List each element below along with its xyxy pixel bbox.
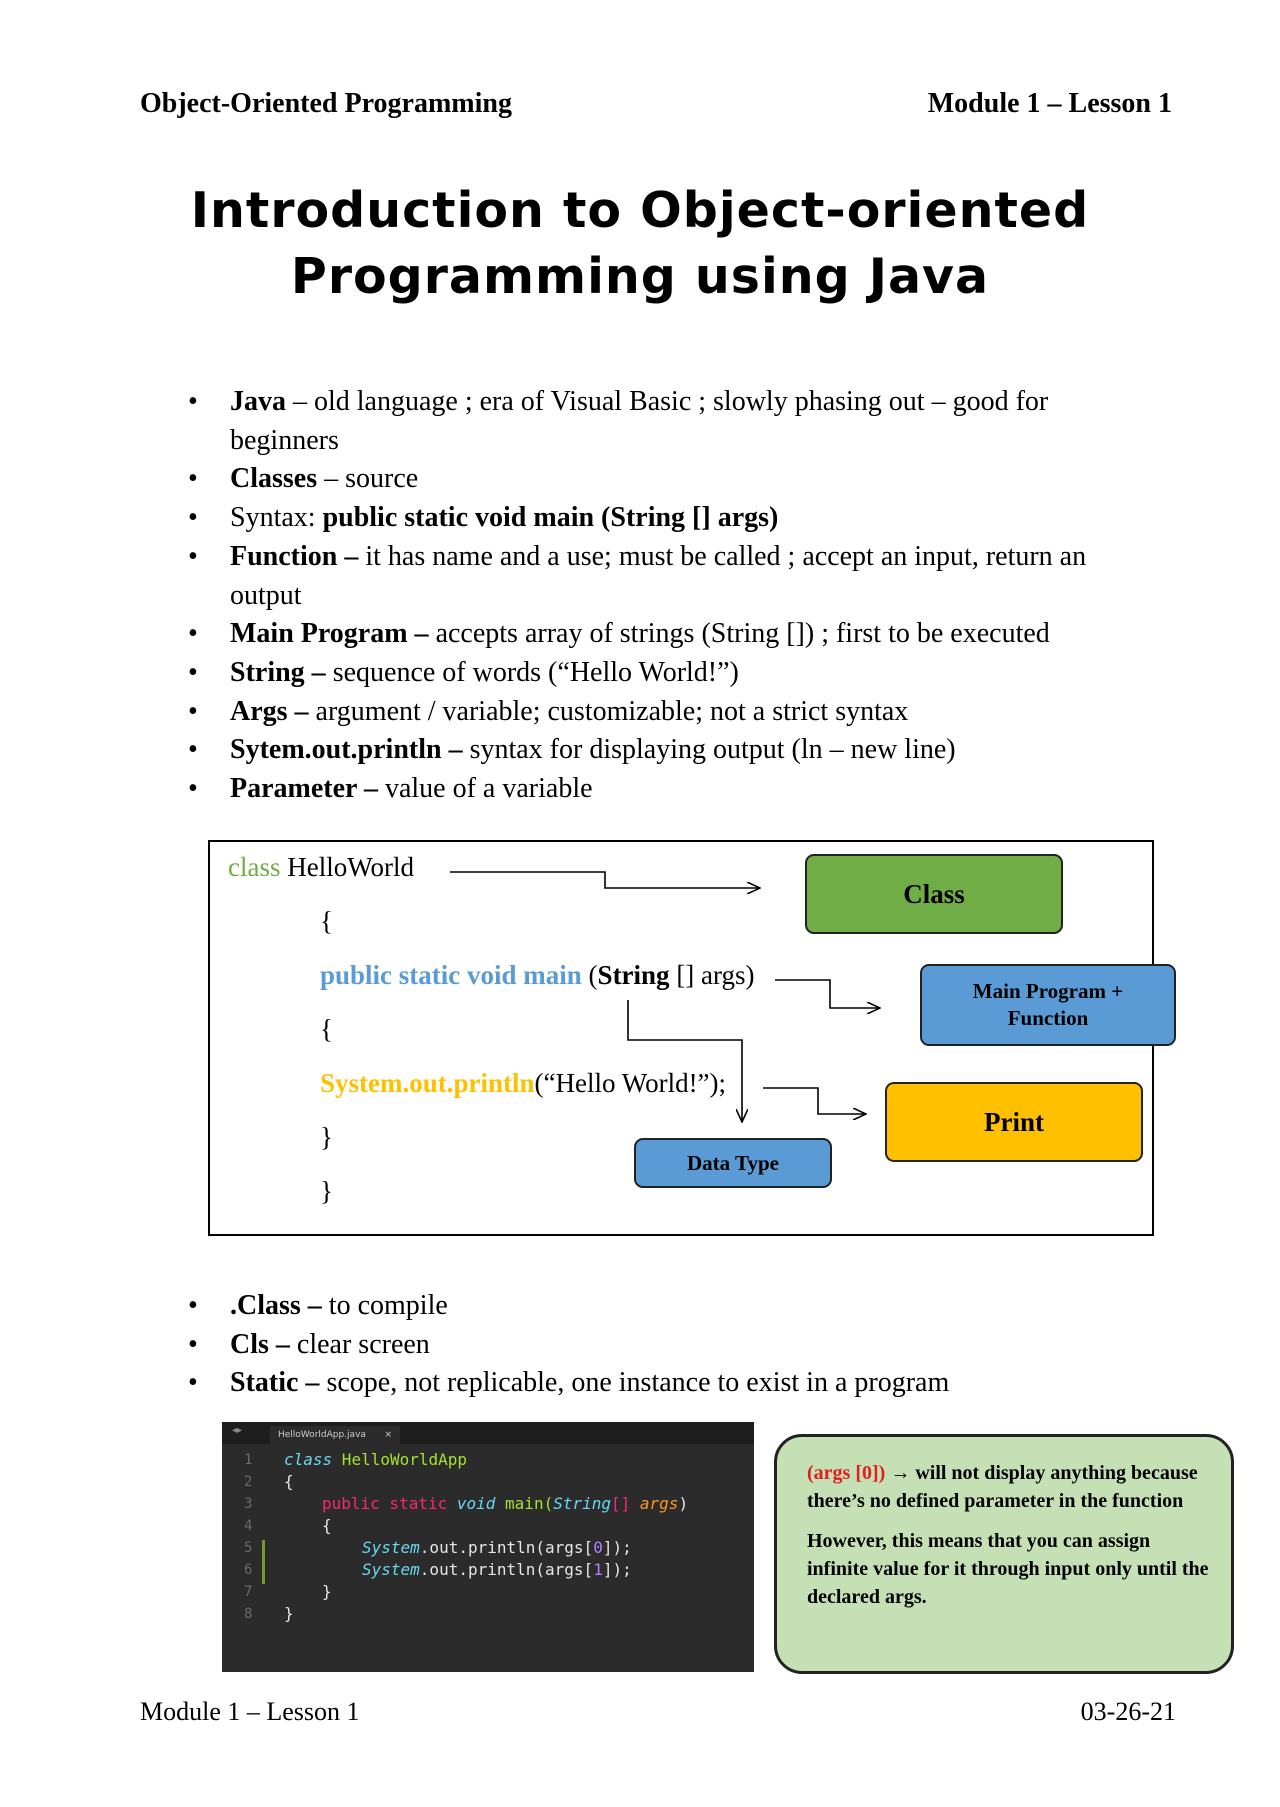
function-label: Function [1007,1006,1089,1030]
bullet-java [188,383,1148,460]
token-main: main( [495,1494,554,1513]
bullet-term: Function – [230,540,366,572]
bullet-term: Classes [230,463,318,495]
print-box [885,1082,1143,1162]
code-brace-open-2: { [320,1014,333,1044]
arrow-to-main-program [775,980,880,1008]
token-end: ]); [602,1538,632,1557]
bullet-term: public static void main (String [] args) [322,502,779,534]
token-system: System [362,1560,420,1579]
bullet-term: Sytem.out.println – [230,734,470,766]
class-name: HelloWorld [280,852,415,882]
code-brace-open: { [320,906,333,936]
bullet-classes [188,460,1148,499]
header-module: Module 1 – Lesson 1 [927,88,1172,119]
args-text: [] args) [669,960,755,990]
line-number: 8 [244,1606,253,1622]
code-diagram [208,840,1154,1236]
keyword-class: class [228,852,281,882]
bullet-text: scope, not replicable, one instance to exist in a program [326,1367,950,1399]
note-args-highlight: (args [0]) [807,1462,886,1484]
bullet-term: Java [230,386,286,417]
type-string: String [597,960,670,990]
bullet-text: accepts array of strings (String []) ; first to be executed [435,618,1050,650]
bullet-text: argument / variable; customizable; not a strict syntax [315,695,909,727]
line-number: 7 [244,1584,253,1600]
paren-open: ( [581,960,598,990]
note-paragraph-1 [807,1459,1209,1515]
main-program-label: Main Program + [972,979,1124,1003]
bullet-cls [188,1326,1148,1365]
bullet-term: Parameter – [230,773,385,805]
token-paren: ) [678,1494,689,1513]
data-type-label: Data Type [687,1150,779,1175]
bullet-text: syntax for displaying output (ln – new line) [469,734,956,766]
bullet-term: Static – [230,1367,327,1399]
arrow-to-print [763,1088,866,1114]
class-box [805,854,1063,934]
code-line-main [320,960,755,991]
editor-line-3 [322,1494,688,1513]
code-line-class [228,852,414,883]
code-brace-close: } [320,1122,333,1152]
line-number: 6 [244,1562,253,1578]
token-end: ]); [602,1560,632,1579]
editor-line-2: { [284,1472,294,1491]
arrow-to-data-type [628,1000,742,1122]
keyword-main-signature: public static void main [320,960,582,990]
bullet-term: .Class – [230,1290,329,1321]
token-system: System [362,1538,420,1557]
bullet-prefix: Syntax: [230,502,323,534]
bullet-text: clear screen [296,1328,430,1360]
editor-tab-bar [222,1422,754,1444]
line-number-gutter [222,1444,262,1672]
bullet-main-program [188,615,1148,654]
editor-tab-label: HelloWorldApp.java [278,1430,366,1440]
editor-line-6 [362,1560,632,1579]
bullet-static [188,1364,1148,1403]
editor-line-5 [362,1538,632,1557]
line-number: 1 [244,1452,253,1468]
bullet-term: String – [230,656,333,688]
bullet-println [188,731,1148,770]
keyword-println: System.out.println [320,1068,535,1098]
nav-arrows-icon: ◂▸ [232,1425,243,1436]
bullet-string [188,654,1148,693]
bullet-args [188,693,1148,732]
bullet-parameter [188,770,1148,809]
bullet-syntax [188,499,1148,538]
footer-date: 03-26-21 [1080,1697,1176,1726]
code-line-println [320,1068,726,1099]
code-brace-close-2: } [320,1176,333,1206]
token-index: 1 [593,1560,603,1579]
title-line-1: Introduction to Object-oriented [190,182,1090,239]
editor-line-7: } [322,1582,332,1601]
code-editor-screenshot [222,1422,754,1672]
token-call: .out.println(args[ [419,1538,594,1557]
tab-close-icon: × [384,1430,392,1440]
data-type-box [634,1138,832,1188]
main-program-box [920,964,1176,1046]
editor-line-4: { [322,1516,332,1535]
note-paragraph-1-text: → will not display anything because there’s no defined parameter in the function [807,1462,1198,1512]
line-number: 5 [244,1540,253,1556]
modified-line-marker [262,1540,265,1584]
token-class-name: HelloWorldApp [332,1450,468,1469]
editor-line-8: } [284,1604,294,1623]
bullet-list-top [188,383,1148,809]
bullet-text: value of a variable [384,773,593,805]
bullet-list-bottom [188,1287,1148,1403]
line-number: 4 [244,1518,253,1534]
token-call: .out.println(args[ [419,1560,594,1579]
header-course-title: Object-Oriented Programming [140,88,512,119]
print-box-label: Print [984,1106,1044,1137]
bullet-text: sequence of words (“Hello World!”) [332,656,739,688]
bullet-text: – source [317,463,419,495]
footer-module: Module 1 – Lesson 1 [140,1697,360,1726]
token-index: 0 [593,1538,603,1557]
bullet-term: Main Program – [230,618,436,650]
bullet-term: Args – [230,695,316,727]
arrow-to-class [450,872,760,888]
println-argument: (“Hello World!”); [534,1068,727,1098]
bullet-class-compile [188,1287,1148,1326]
line-number: 2 [244,1474,253,1490]
token-type: String [553,1494,611,1513]
token-modifiers: public static [322,1494,448,1513]
bullet-text: it has name and a use; must be called ; accept an input, return an output [230,540,1087,611]
note-paragraph-2: However, this means that you can assign infinite value for it through input only until the declared args. [807,1530,1209,1608]
editor-line-1 [284,1450,467,1469]
bullet-function [188,538,1148,615]
page-title [0,178,1280,310]
bullet-term: Cls – [230,1328,297,1360]
bullet-text: to compile [328,1290,448,1321]
token-void: void [447,1494,496,1513]
line-number: 3 [244,1496,253,1512]
bullet-text: – old language ; era of Visual Basic ; slowly phasing out – good for beginners [230,386,1049,456]
token-keyword: class [284,1450,333,1469]
editor-tab [270,1426,400,1444]
title-line-2: Programming using Java [290,248,990,305]
class-box-label: Class [903,878,965,909]
token-args: args [630,1494,679,1513]
note-callout [774,1434,1234,1674]
token-brackets: [] [611,1494,631,1513]
